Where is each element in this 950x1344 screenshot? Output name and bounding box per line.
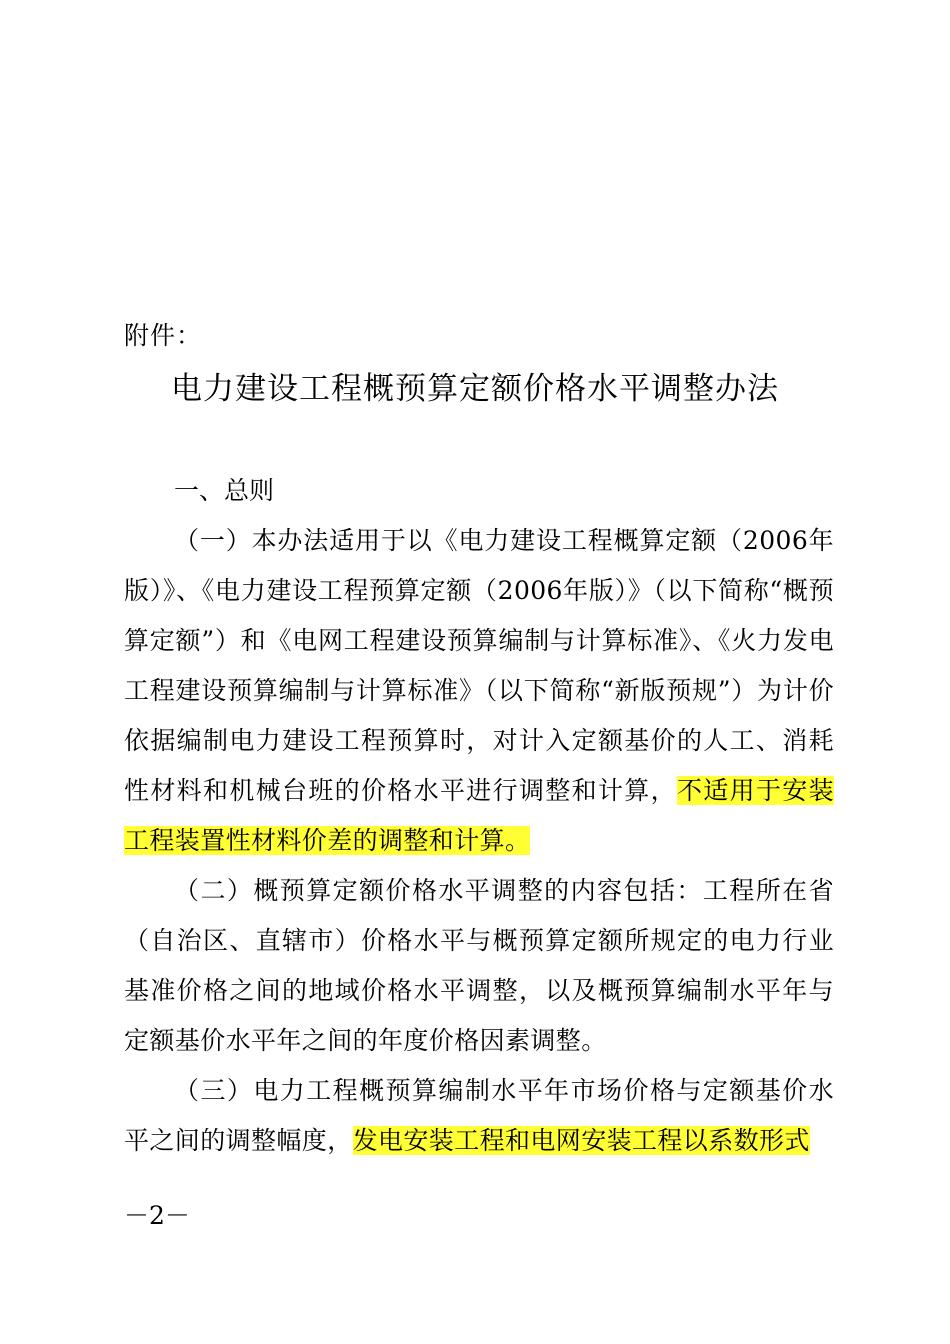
- paragraph-1-highlight: 不适用于安装工程装置性材料价差的调整和计算。: [124, 776, 835, 855]
- document-title: 电力建设工程概预算定额价格水平调整办法: [171, 371, 779, 407]
- paragraph-2-text: （二）概预算定额价格水平调整的内容包括：工程所在省（自治区、直辖市）价格水平与概预算定额所规定的电力行业基准价格之间的地域价格水平调整，以及概预算编制水平年与定额基价水平年之间的年度价格因素调整。: [124, 876, 834, 1055]
- paragraph-3-text: （三）电力工程概预算编制水平年市场价格与定额基价水平之间的调整幅度，: [124, 1076, 834, 1155]
- page-number: －2－: [124, 1201, 190, 1230]
- paragraph-2: [124, 866, 834, 1066]
- paragraph-3: [124, 1066, 834, 1166]
- paragraph-3-highlight: 发电安装工程和电网安装工程以系数形式: [352, 1126, 810, 1155]
- document-body: [124, 466, 834, 1166]
- attachment-label: 附件：: [124, 321, 203, 350]
- paragraph-1-text: （一）本办法适用于以《电力建设工程概算定额（2006年版）》、《电力建设工程预算定额（2006年版）》（以下简称“概预算定额”）和《电网工程建设预算编制与计算标准》、《火力发电工程建设预算编制与计算标准》（以下简称“新版预规”）为计价依据编制电力建设工程预算时，对计入定额基价的人工、消耗性材料和机械台班的价格水平进行调整和计算，: [124, 526, 834, 805]
- section-heading: 一、总则: [174, 476, 275, 505]
- paragraph-1: [124, 516, 834, 866]
